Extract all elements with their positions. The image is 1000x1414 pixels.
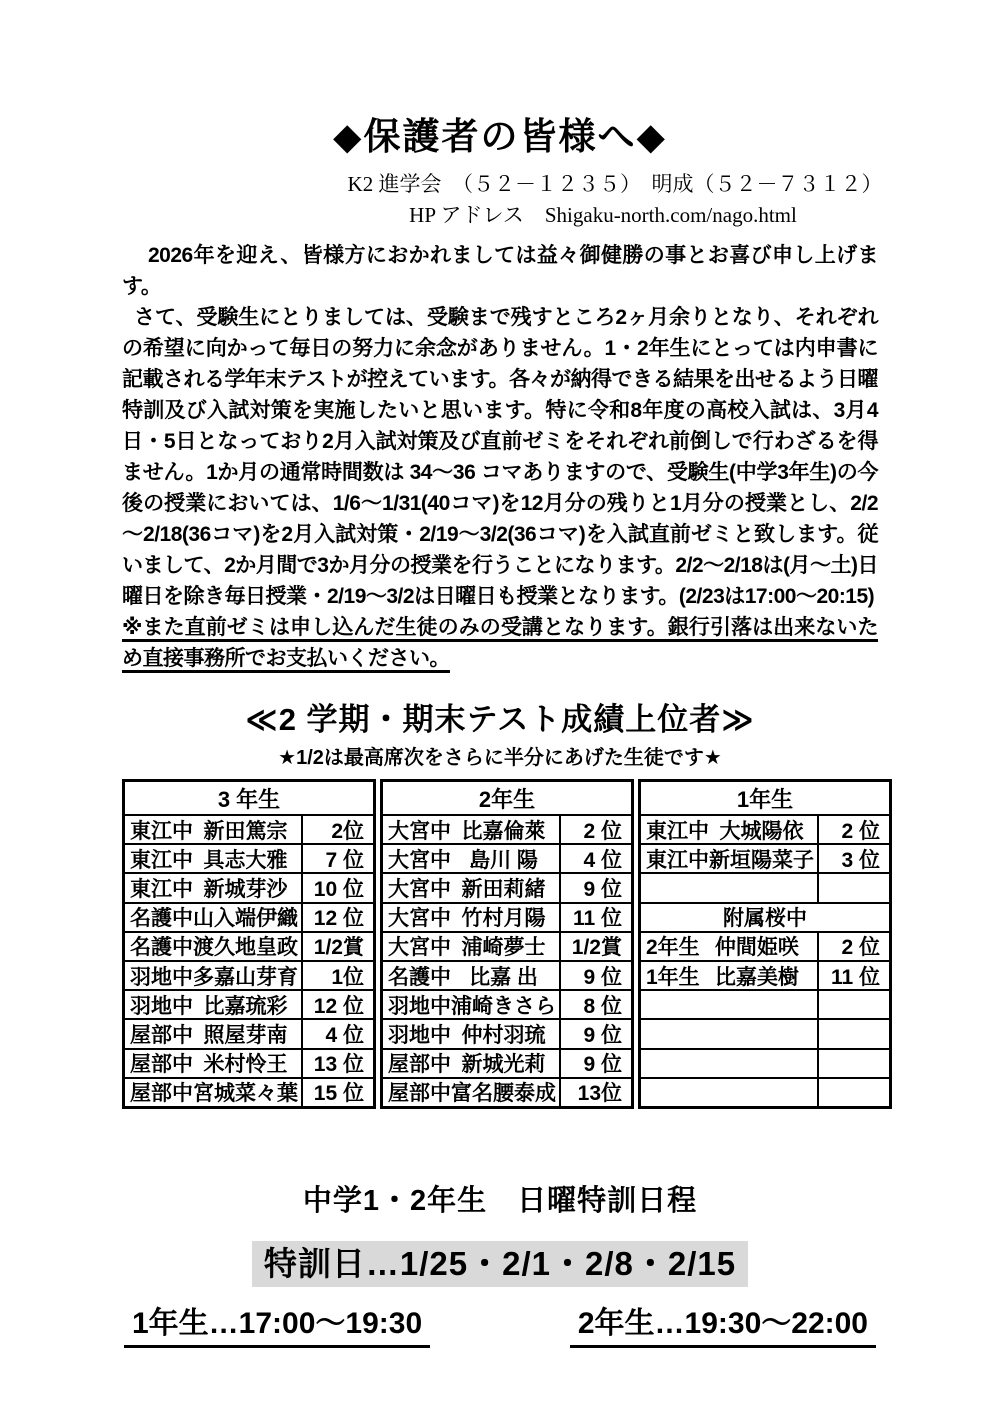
student-name: 比嘉琉彩 [203, 994, 288, 1018]
rank-cell [819, 874, 889, 901]
student-cell [641, 816, 819, 843]
student-cell [125, 1079, 303, 1106]
student-cell [383, 933, 561, 960]
student-cell [383, 962, 561, 989]
results-table-1 [122, 779, 376, 1109]
student-name: 浦崎きさら [451, 994, 556, 1018]
student-name: 大城陽依 [719, 819, 804, 843]
student-cell [641, 1050, 819, 1077]
school-name: 大宮中 [388, 907, 451, 931]
student-cell [383, 845, 561, 872]
school-name: 羽地中 [388, 994, 451, 1018]
student-cell [383, 874, 561, 901]
student-cell [641, 991, 819, 1018]
student-cell [641, 874, 819, 901]
school-name: 大宮中 [388, 877, 451, 901]
body-text [122, 240, 878, 674]
rank-cell: 3 位 [841, 848, 880, 872]
school-name: 羽地中 [130, 965, 193, 989]
table-row [641, 1048, 889, 1077]
school-name: 屋部中 [130, 1082, 193, 1106]
school-name: 大宮中 [388, 848, 451, 872]
school-name: 名護中 [130, 936, 193, 960]
student-name: 具志大雅 [203, 848, 288, 872]
page-title: ◆保護者の皆様へ◆ [333, 117, 667, 158]
student-cell [641, 1079, 819, 1106]
school-name: 2年生 [646, 936, 700, 960]
table-row [125, 902, 373, 931]
rank-cell: 1/2賞 [313, 936, 364, 960]
rank-cell: 9 位 [583, 1023, 622, 1047]
table-row [641, 931, 889, 960]
table-row [641, 989, 889, 1018]
table-row [125, 1048, 373, 1077]
student-name: 渡久地皇政 [193, 936, 298, 960]
school-name: 東江中 [130, 877, 193, 901]
rank-cell: 8 位 [583, 994, 622, 1018]
rank-cell: 13位 [577, 1082, 622, 1106]
school-name: 東江中 [130, 848, 193, 872]
student-name: 比嘉 出 [469, 965, 538, 989]
table-row [383, 1018, 631, 1047]
rank-cell: 9 位 [583, 965, 622, 989]
schedule-times-line [122, 1306, 878, 1348]
table-row [125, 872, 373, 901]
rank-cell: 2 位 [841, 819, 880, 843]
school-name: 名護中 [130, 907, 193, 931]
table-row [641, 1018, 889, 1047]
table-grade-header: 3 年生 [217, 786, 281, 812]
student-cell [383, 816, 561, 843]
school-name: 東江中 [646, 819, 709, 843]
student-name: 富名腰泰成 [451, 1082, 556, 1106]
school-name: 1年生 [646, 965, 700, 989]
homepage-address-line: HP アドレス Shigaku-north.com/nago.html [409, 203, 797, 227]
results-tables [122, 779, 878, 1109]
greeting-paragraph: 2026年を迎え、皆様方におかれましては益々御健勝の事とお喜び申し上げます。 [122, 244, 878, 298]
student-cell [125, 991, 303, 1018]
student-name: 仲間姫咲 [714, 936, 799, 960]
student-cell [383, 904, 561, 931]
school-name: 大宮中 [388, 819, 451, 843]
student-name: 新城芽沙 [203, 877, 288, 901]
rank-cell [819, 1079, 889, 1106]
results-table-3 [638, 779, 892, 1109]
student-cell [125, 933, 303, 960]
school-name: 屋部中 [130, 1053, 193, 1077]
results-star-note: ★1/2は最高席次をさらに半分にあげた生徒です★ [278, 747, 722, 769]
student-name: 新田篤宗 [203, 819, 288, 843]
rank-cell: 4 位 [325, 1023, 364, 1047]
school-name: 羽地中 [130, 994, 193, 1018]
rank-cell: 7 位 [325, 848, 364, 872]
student-name: 浦崎夢士 [461, 936, 546, 960]
rank-cell: 9 位 [583, 877, 622, 901]
rank-cell: 12 位 [313, 907, 364, 931]
schedule-dates-line [122, 1241, 878, 1287]
student-cell [125, 874, 303, 901]
school-name: 屋部中 [388, 1082, 451, 1106]
rank-cell: 15 位 [313, 1082, 364, 1106]
table-row [383, 872, 631, 901]
rank-cell: 11 位 [572, 907, 622, 931]
student-name: 新城光莉 [461, 1053, 546, 1077]
rank-cell [819, 1020, 889, 1047]
table-row [125, 1018, 373, 1047]
table-row [383, 931, 631, 960]
table-row [641, 814, 889, 843]
student-name: 山入端伊織 [193, 907, 298, 931]
student-cell [383, 1050, 561, 1077]
table-row [125, 960, 373, 989]
student-name: 新田莉緒 [461, 877, 546, 901]
rank-cell: 11 位 [830, 965, 880, 989]
school-name: 大宮中 [388, 936, 451, 960]
student-cell [641, 933, 819, 960]
rank-cell: 4 位 [583, 848, 622, 872]
student-cell [641, 1020, 819, 1047]
school-name: 屋部中 [130, 1023, 193, 1047]
rank-cell: 1/2賞 [571, 936, 622, 960]
school-name: 東江中 [130, 819, 193, 843]
student-cell [125, 1020, 303, 1047]
student-cell [125, 962, 303, 989]
table-row [125, 814, 373, 843]
rank-cell: 2位 [331, 819, 364, 843]
table-row [383, 814, 631, 843]
student-cell [383, 1020, 561, 1047]
table-grade-header: 1年生 [736, 786, 794, 812]
student-cell [125, 845, 303, 872]
rank-cell: 13 位 [313, 1053, 364, 1077]
rank-cell [819, 991, 889, 1018]
table-row [641, 872, 889, 901]
rank-cell: 12 位 [313, 994, 364, 1018]
rank-cell: 9 位 [583, 1053, 622, 1077]
table-subheader-row [641, 902, 889, 931]
rank-cell: 1位 [331, 965, 364, 989]
student-cell [125, 816, 303, 843]
results-section-heading: ≪2 学期・期末テスト成績上位者≫ [245, 702, 755, 737]
table-row [125, 989, 373, 1018]
table-row [125, 843, 373, 872]
student-name: 仲村羽琉 [461, 1023, 546, 1047]
student-name: 比嘉美樹 [714, 965, 799, 989]
table-row [383, 960, 631, 989]
student-name: 米村怜王 [203, 1053, 288, 1077]
rank-cell: 10 位 [313, 877, 364, 901]
table-row [641, 960, 889, 989]
rank-cell: 2 位 [841, 936, 880, 960]
table-row [641, 843, 889, 872]
contact-block [122, 168, 883, 230]
payment-note-paragraph: ※また直前ゼミは申し込んだ生徒のみの受講となります。銀行引落は出来ないため直接事務所でお支払いください。 [122, 616, 878, 670]
school-name: 屋部中 [388, 1053, 451, 1077]
schedule-title: 中学1・2年生 日曜特訓日程 [302, 1184, 698, 1217]
table-grade-header: 2年生 [478, 786, 536, 812]
student-cell [641, 845, 819, 872]
rank-cell: 2 位 [583, 819, 622, 843]
student-name: 島川 陽 [469, 848, 538, 872]
table-row [125, 1077, 373, 1106]
student-name: 竹村月陽 [461, 907, 546, 931]
student-name: 宮城菜々葉 [193, 1082, 298, 1106]
table-row [125, 931, 373, 960]
table-row [383, 989, 631, 1018]
grade2-time: 2年生…19:30～22:00 [570, 1306, 876, 1348]
student-cell [383, 991, 561, 1018]
grade1-time: 1年生…17:00～19:30 [124, 1306, 430, 1348]
table-row [383, 843, 631, 872]
student-cell [383, 1079, 561, 1106]
student-name: 比嘉倫萊 [461, 819, 546, 843]
table-row [383, 902, 631, 931]
student-name: 多嘉山芽育 [193, 965, 298, 989]
student-cell [125, 904, 303, 931]
student-cell [125, 1050, 303, 1077]
rank-cell [819, 1050, 889, 1077]
contact-phone-line: K2 進学会 （５２－１２３５） 明成（５２－７３１２） [347, 172, 883, 196]
table-row [383, 1048, 631, 1077]
student-cell [641, 962, 819, 989]
schedule-dates-highlight: 特訓日…1/25・2/1・2/8・2/15 [252, 1241, 748, 1287]
results-table-2 [380, 779, 634, 1109]
school-name: 東江中 [646, 848, 709, 872]
table-row [641, 1077, 889, 1106]
student-name: 照屋芽南 [203, 1023, 288, 1047]
student-name: 新垣陽菜子 [709, 848, 814, 872]
school-name: 羽地中 [388, 1023, 451, 1047]
main-paragraph: さて、受験生にとりましては、受験まで残すところ2ヶ月余りとなり、それぞれの希望に向かって毎日の努力に余念がありません。1・2年生にとっては内申書に記載される学年末テストが控えています。各々が納得できる結果を出せるよう日曜特訓及び入試対策を実施したいと思います。特に令和8年度の高校入試は、3月4日・5日となっており2月入試対策及び直前ゼミをそれぞれ前倒しで行わざるを得ません。1か月の通常時間数は 34～36 コマありますので、受験生(中学3年生)の今後の授業においては、1/6～1/31(40コマ)を12月分の残りと1月分の授業とし、2/2～2/18(36コマ)を2月入試対策・2/19～3/2(36コマ)を入試直前ゼミと致します。従いまして、2か月間で3か月分の授業を行うことになります。2/2～2/18は(月～土)日曜日を除き毎日授業・2/19～3/2は日曜日も授業となります。(2/23は17:00～20:15) [122, 306, 878, 608]
school-name: 名護中 [388, 965, 451, 989]
table-row [383, 1077, 631, 1106]
table-subheader-label: 附属桜中 [723, 907, 807, 931]
